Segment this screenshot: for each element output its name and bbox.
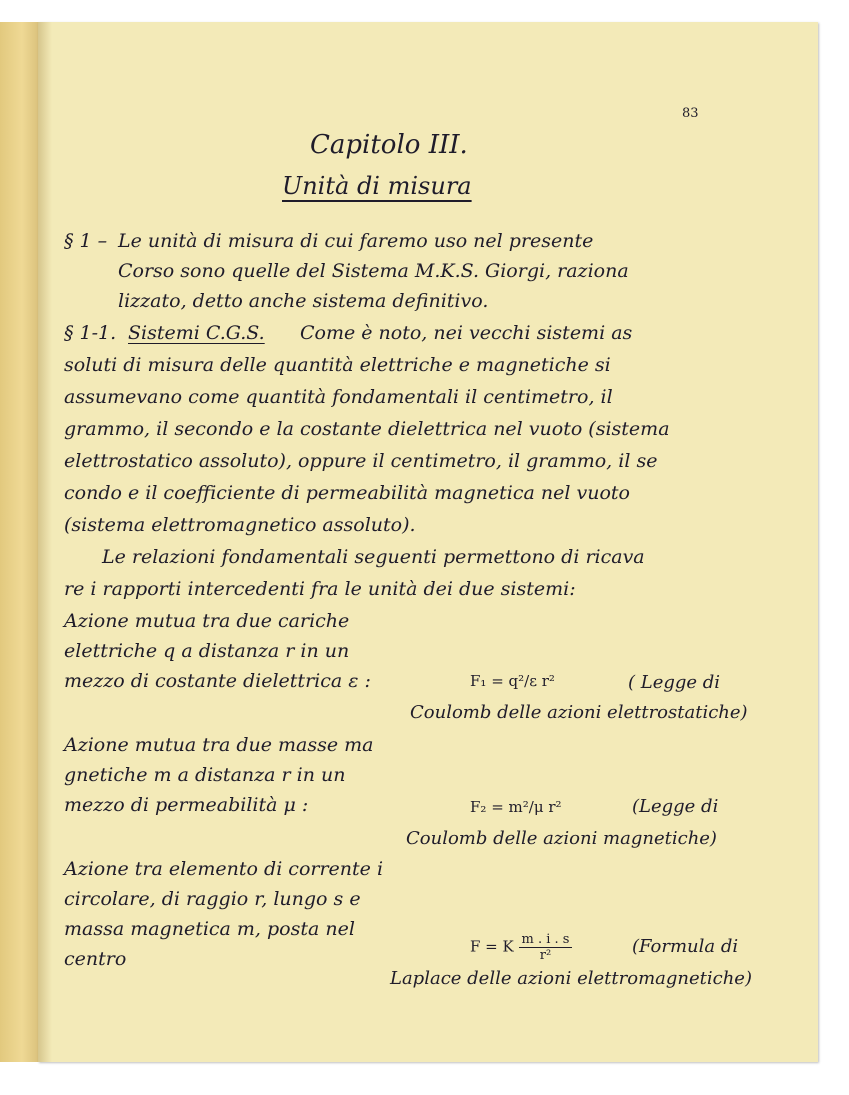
laplace-formula (470, 932, 572, 963)
relation2-note-1: (Legge di (632, 796, 719, 817)
section11-line-3: assumevano come quantità fondamentali il centimetro, il (64, 386, 613, 408)
section11-heading: Sistemi C.G.S. (128, 322, 265, 344)
section11-line-5: elettrostatico assoluto), oppure il centimetro, il grammo, il se (64, 450, 658, 472)
section11-line-2: soluti di misura delle quantità elettriche e magnetiche si (64, 354, 611, 376)
relation3-line-3: massa magnetica m, posta nel (64, 918, 355, 940)
section11-line-1: Come è noto, nei vecchi sistemi as (300, 322, 633, 344)
section1-line-1: Le unità di misura di cui faremo uso nel presente (118, 230, 594, 252)
relation3-note-2: Laplace delle azioni elettromagnetiche) (390, 968, 752, 989)
section11-line-4: grammo, il secondo e la costante dielettrica nel vuoto (sistema (64, 418, 670, 440)
laplace-denominator: r² (539, 948, 552, 963)
section11-line-7: (sistema elettromagnetico assoluto). (64, 514, 416, 536)
relation3-note-1: (Formula di (632, 936, 739, 957)
relation3-line-2: circolare, di raggio r, lungo s e (64, 888, 361, 910)
notebook-page (38, 22, 818, 1062)
laplace-fraction (519, 932, 573, 963)
section11-number: § 1-1. (64, 322, 117, 344)
relation1-line-1: Azione mutua tra due cariche (64, 610, 350, 632)
left-page-edge (0, 22, 40, 1062)
laplace-numerator: m . i . s (519, 932, 573, 948)
relation3-line-4: centro (64, 948, 127, 970)
coulomb-electrostatic-formula: F₁ = q²/ε r² (470, 672, 555, 690)
coulomb-magnetic-formula: F₂ = m²/μ r² (470, 798, 562, 816)
relation2-line-3: mezzo di permeabilità μ : (64, 794, 309, 816)
relation1-note-1: ( Legge di (628, 672, 721, 693)
section1-line-2: Corso sono quelle del Sistema M.K.S. Giorgi, raziona (118, 260, 629, 282)
section11-line-6: condo e il coefficiente di permeabilità magnetica nel vuoto (64, 482, 630, 504)
page-number: 83 (682, 106, 699, 121)
paragraph2-line-1: Le relazioni fondamentali seguenti permettono di ricava (102, 546, 645, 568)
relation1-line-3: mezzo di costante dielettrica ε : (64, 670, 371, 692)
relation2-line-1: Azione mutua tra due masse ma (64, 734, 374, 756)
laplace-formula-prefix: F = K (470, 937, 514, 956)
section1-line-3: lizzato, detto anche sistema definitivo. (118, 290, 489, 312)
relation1-line-2: elettriche q a distanza r in un (64, 640, 350, 662)
relation1-note-2: Coulomb delle azioni elettrostatiche) (410, 702, 748, 723)
paragraph2-line-2: re i rapporti intercedenti fra le unità dei due sistemi: (64, 578, 576, 600)
relation2-line-2: gnetiche m a distanza r in un (64, 764, 346, 786)
relation2-note-2: Coulomb delle azioni magnetiche) (406, 828, 717, 849)
section1-number: § 1 – (64, 230, 108, 252)
chapter-title: Capitolo III. (310, 130, 468, 160)
chapter-subtitle: Unità di misura (282, 172, 472, 200)
page-gutter (38, 22, 52, 1062)
relation3-line-1: Azione tra elemento di corrente i (64, 858, 384, 880)
